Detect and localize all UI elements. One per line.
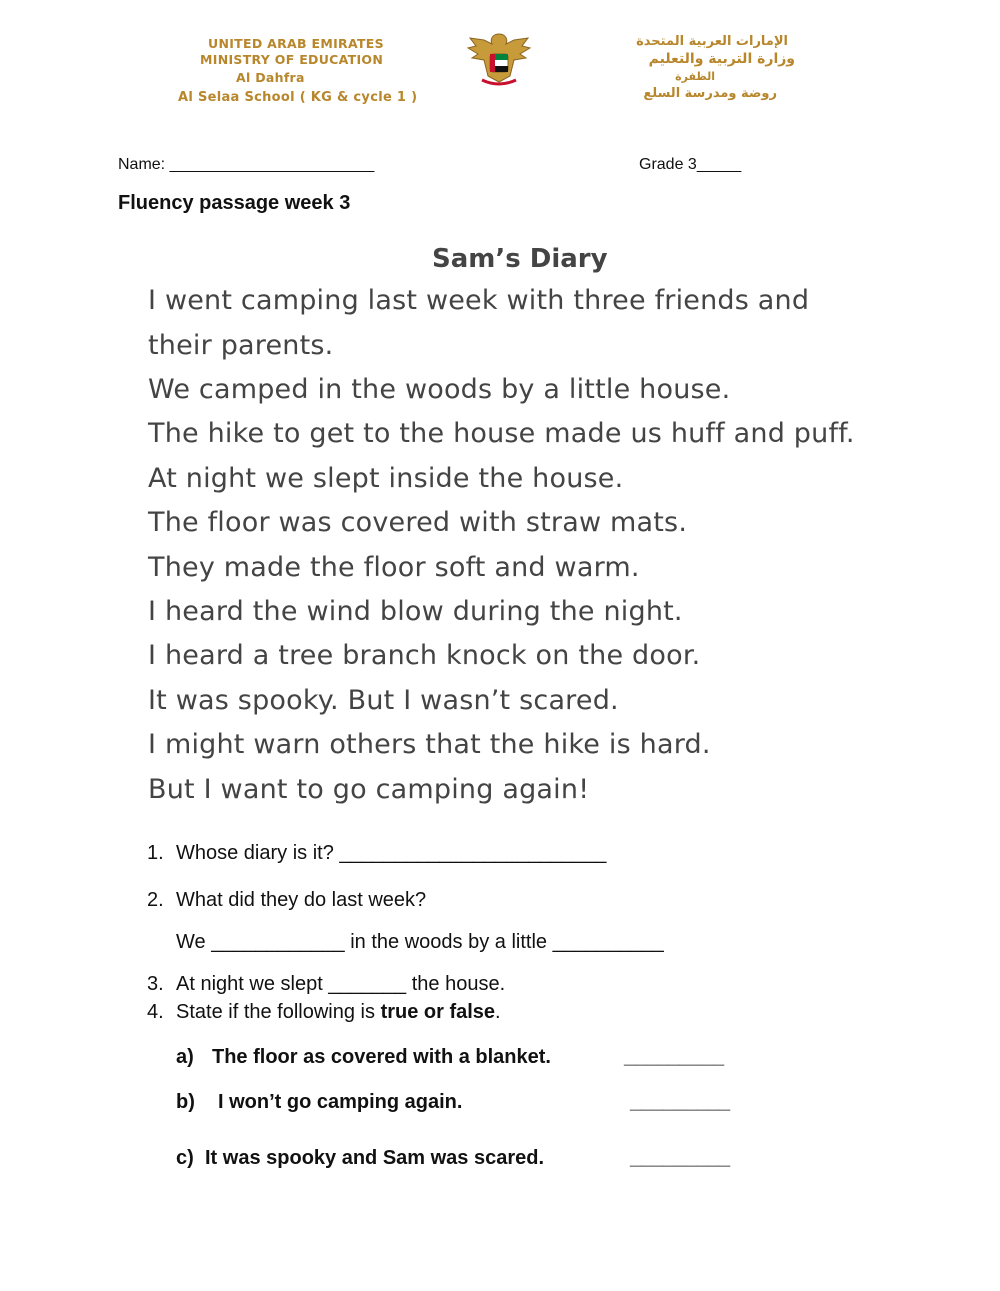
question-1-text[interactable]: Whose diary is it? ________________________: [176, 842, 607, 864]
question-4-bold: true or false: [380, 1001, 496, 1023]
question-1-number: 1.: [147, 842, 164, 864]
header-en-line-4: Al Selaa School ( KG & cycle 1 ): [178, 90, 418, 105]
grade-field[interactable]: Grade 3_____: [639, 156, 742, 173]
question-4-text: [176, 1001, 501, 1024]
tf-c-text: It was spooky and Sam was scared.: [205, 1147, 545, 1169]
header-en-line-3: Al Dahfra: [236, 70, 305, 85]
tf-a-text: The floor as covered with a blanket.: [212, 1046, 551, 1068]
tf-b-blank[interactable]: _________: [630, 1091, 731, 1113]
uae-emblem-icon: [462, 28, 536, 90]
tf-a-blank[interactable]: _________: [624, 1046, 725, 1068]
passage-line-5: At night we slept inside the house.: [148, 463, 624, 494]
question-3-number: 3.: [147, 973, 164, 995]
passage-line-7: They made the floor soft and warm.: [148, 552, 640, 583]
passage-line-11: I might warn others that the hike is hard.: [148, 729, 711, 760]
header-en-line-1: UNITED ARAB EMIRATES: [208, 36, 384, 51]
question-2-blank-line[interactable]: We ____________ in the woods by a little __________: [176, 931, 664, 953]
tf-c-letter: c): [176, 1147, 194, 1169]
passage-line-9: I heard a tree branch knock on the door.: [148, 640, 701, 671]
question-4-prefix: State if the following is: [176, 1001, 381, 1023]
tf-c-blank[interactable]: _________: [630, 1147, 731, 1169]
passage-line-1: I went camping last week with three friends and: [148, 285, 810, 316]
header-ar-line-4: روضة ومدرسة السلع: [643, 86, 777, 101]
question-2-text: What did they do last week?: [176, 889, 427, 911]
passage-line-10: It was spooky. But I wasn’t scared.: [148, 685, 619, 716]
question-4-number: 4.: [147, 1001, 164, 1023]
passage-line-3: We camped in the woods by a little house.: [148, 374, 731, 405]
worksheet-title: Fluency passage week 3: [118, 192, 351, 214]
passage-title: Sam’s Diary: [432, 244, 608, 274]
question-2-number: 2.: [147, 889, 164, 911]
header-ar-line-1: الإمارات العربية المتحدة: [636, 34, 788, 49]
header-ar-line-3: الظفرة: [675, 70, 715, 83]
name-field[interactable]: Name: _______________________: [118, 156, 375, 173]
passage-line-2: their parents.: [148, 330, 334, 361]
passage-line-12: But I want to go camping again!: [148, 774, 590, 805]
passage-line-6: The floor was covered with straw mats.: [148, 507, 688, 538]
question-3-text[interactable]: At night we slept _______ the house.: [176, 973, 506, 995]
header-en-line-2: MINISTRY OF EDUCATION: [200, 52, 384, 67]
passage-line-4: The hike to get to the house made us huff and puff.: [148, 418, 855, 449]
tf-b-letter: b): [176, 1091, 195, 1113]
header-ar-line-2: وزارة التربية والتعليم: [648, 51, 795, 67]
tf-a-letter: a): [176, 1046, 194, 1068]
tf-b-text: I won’t go camping again.: [218, 1091, 463, 1113]
passage-line-8: I heard the wind blow during the night.: [148, 596, 683, 627]
question-4-suffix: .: [495, 1001, 501, 1023]
